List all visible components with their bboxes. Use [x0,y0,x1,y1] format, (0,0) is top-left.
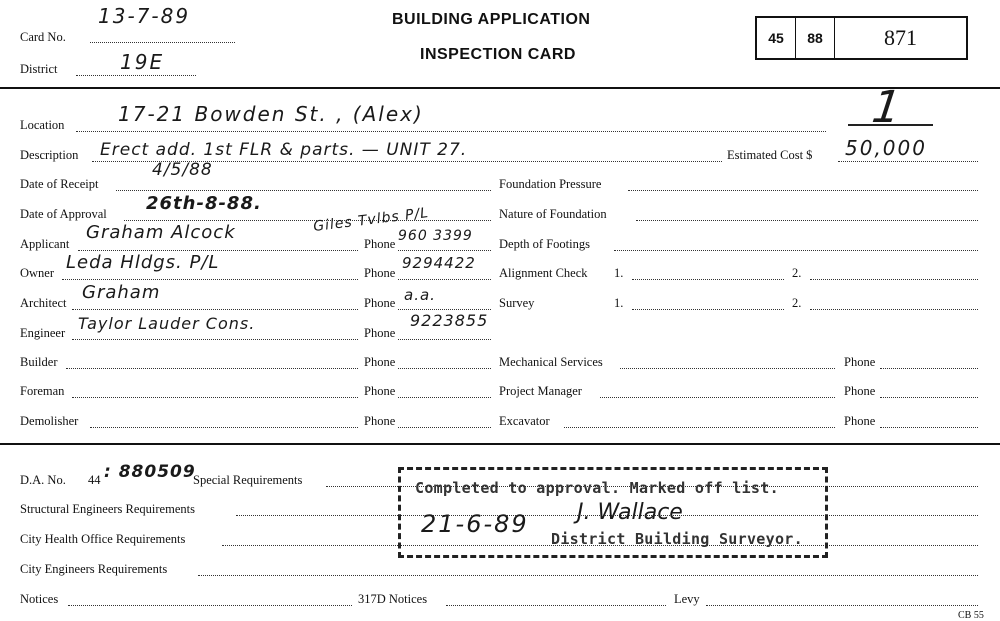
notices-317d-label: 317D Notices [358,592,428,606]
owner-label: Owner [20,266,55,280]
architect-phone: a.a. [404,286,436,304]
excavator-phone-line [880,427,978,428]
demolisher-line [90,427,358,428]
excavator-label: Excavator [499,414,550,428]
engineer-line [72,339,358,340]
estimated-cost-value: 50,000 [845,136,927,160]
owner-value: Leda Hldgs. P/L [66,252,220,273]
description-label: Description [20,148,79,162]
notices-317d-line [446,605,666,606]
date-receipt-label: Date of Receipt [20,177,99,191]
applicant-line [78,250,358,251]
survey-1: 1. [614,296,624,310]
header-divider [0,87,1000,89]
foreman-phone-line [398,397,491,398]
demolisher-phone-line [398,427,491,428]
card-no-line [90,42,235,43]
foreman-phone-label: Phone [364,384,396,398]
architect-label: Architect [20,296,67,310]
engineer-value: Taylor Lauder Cons. [78,314,256,333]
title-line-1: BUILDING APPLICATION [392,11,591,28]
applicant-value: Graham Alcock [86,222,236,243]
structural-requirements-label: Structural Engineers Requirements [20,502,195,516]
date-approval-label: Date of Approval [20,207,107,221]
location-value: 17-21 Bowden St. , (Alex) [118,102,424,126]
form-code: CB 55 [958,610,984,621]
engineer-phone-line [398,339,491,340]
architect-phone-label: Phone [364,296,396,310]
foundation-pressure-label: Foundation Pressure [499,177,602,191]
alignment-check-2-line [810,279,978,280]
details-divider [0,443,1000,445]
survey-1-line [632,309,784,310]
district-value: 19E [120,50,165,74]
applicant-extra: Giles Tvlbs P/L [312,204,430,236]
stamp-line-2: District Building Surveyor. [551,530,803,548]
architect-line [72,309,358,310]
description-value: Erect add. 1st FLR & parts. — UNIT 27. [100,140,468,160]
engineer-label: Engineer [20,326,66,340]
applicant-phone: 960 3399 [398,228,473,244]
card-number-box-c: 871 [884,25,917,50]
owner-phone: 9294422 [402,254,476,272]
special-requirements-label: Special Requirements [193,473,303,487]
location-label: Location [20,118,65,132]
project-manager-line [600,397,835,398]
mechanical-phone-label: Phone [844,355,876,369]
owner-phone-line [398,279,491,280]
estimated-cost-line [838,161,978,162]
engineer-phone-label: Phone [364,326,396,340]
da-no-value: : 880509 [104,462,196,482]
city-engineers-requirements-line [198,575,978,576]
demolisher-label: Demolisher [20,414,79,428]
date-approval-value: 26th-8-88. [146,193,262,214]
applicant-label: Applicant [20,237,70,251]
card-number-box-b: 88 [796,18,835,58]
project-manager-phone-line [880,397,978,398]
foundation-pressure-line [628,190,978,191]
alignment-check-1: 1. [614,266,624,280]
stamp-signature: J. Wallace [577,500,683,525]
mechanical-phone-line [880,368,978,369]
excavator-line [564,427,835,428]
mechanical-line [620,368,835,369]
city-engineers-requirements-label: City Engineers Requirements [20,562,168,576]
builder-phone-line [398,368,491,369]
depth-footings-line [614,250,978,251]
builder-phone-label: Phone [364,355,396,369]
levy-label: Levy [674,592,700,606]
applicant-phone-line [398,250,491,251]
demolisher-phone-label: Phone [364,414,396,428]
builder-line [66,368,358,369]
project-manager-label: Project Manager [499,384,582,398]
card-no-label: Card No. [20,30,66,44]
owner-phone-label: Phone [364,266,396,280]
foreman-line [72,397,358,398]
notices-label: Notices [20,592,59,606]
nature-foundation-label: Nature of Foundation [499,207,607,221]
alignment-check-1-line [632,279,784,280]
project-manager-phone-label: Phone [844,384,876,398]
date-approval-line [124,220,491,221]
da-no-prefix: 44 [88,473,101,487]
alignment-check-2: 2. [792,266,802,280]
title-line-2: INSPECTION CARD [420,46,576,63]
card-no-value: 13-7-89 [98,4,191,28]
engineer-phone: 9223855 [410,311,489,330]
survey-2-line [810,309,978,310]
nature-foundation-line [636,220,978,221]
excavator-phone-label: Phone [844,414,876,428]
location-line [76,131,826,132]
corner-mark-underline [848,124,933,126]
district-label: District [20,62,58,76]
depth-footings-label: Depth of Footings [499,237,590,251]
date-receipt-value: 4/5/88 [152,160,213,180]
foreman-label: Foreman [20,384,65,398]
stamp-date: 21-6-89 [421,510,529,538]
levy-line [706,605,978,606]
completion-stamp [398,467,828,558]
architect-value: Graham [82,282,161,303]
builder-label: Builder [20,355,58,369]
card-number-box [755,16,968,60]
alignment-check-label: Alignment Check [499,266,588,280]
da-no-label: D.A. No. [20,473,66,487]
architect-phone-line [398,309,491,310]
stamp-line-1: Completed to approval. Marked off list. [415,479,779,497]
date-receipt-line [116,190,491,191]
health-requirements-label: City Health Office Requirements [20,532,186,546]
district-line [76,75,196,76]
owner-line [62,279,358,280]
mechanical-label: Mechanical Services [499,355,603,369]
notices-line [68,605,352,606]
corner-mark: 1 [863,82,910,133]
survey-label: Survey [499,296,535,310]
estimated-cost-label: Estimated Cost $ [727,148,813,162]
applicant-phone-label: Phone [364,237,396,251]
card-number-box-a: 45 [757,18,796,58]
survey-2: 2. [792,296,802,310]
